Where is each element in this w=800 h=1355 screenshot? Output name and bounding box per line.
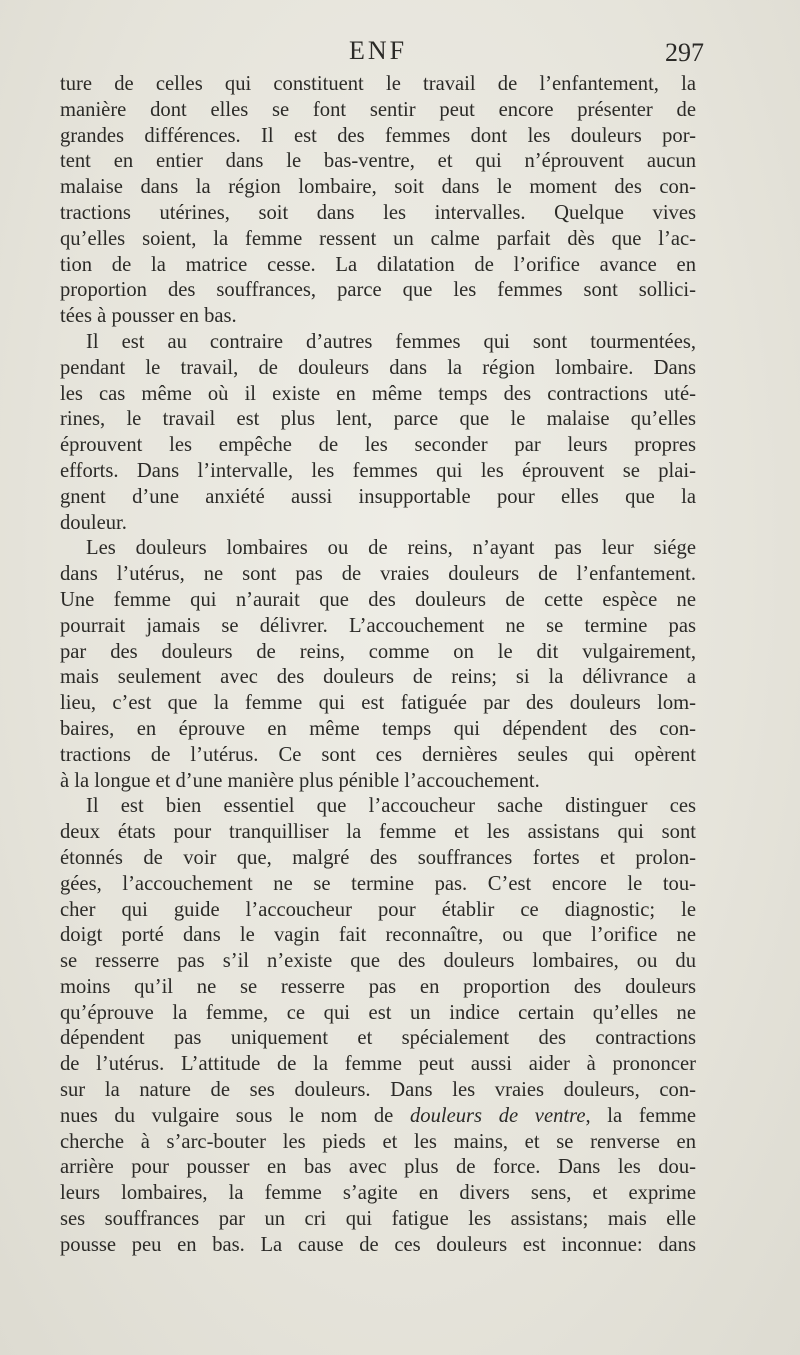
text-line: Il est au contraire d’autres femmes qui sont tourmentées, [86,330,696,353]
text-line: arrière pour pousser en bas avec plus de force. Dans les dou- [60,1156,696,1179]
text-line: tent en entier dans le bas-ventre, et qui n’éprouvent aucun [60,150,696,173]
text-line: baires, en éprouve en même temps qui dépendent des con- [60,717,696,740]
text-line: les cas même où il existe en même temps des contractions uté- [60,382,696,405]
text-line: sur la nature de ses douleurs. Dans les vraies douleurs, con- [60,1079,696,1102]
text-line: éprouvent les empêche de les seconder par leurs propres [60,434,696,457]
text-fragment: nues du vulgaire sous le nom de [60,1104,410,1127]
text-line: pourrait jamais se délivrer. L’accouchement ne se termine pas [60,614,696,637]
paragraph-1 [60,72,696,330]
text-line: qu’elles soient, la femme ressent un calme parfait dès que l’ac- [60,227,696,250]
text-line: Il est bien essentiel que l’accoucheur sache distinguer ces [86,795,696,818]
text-line: ses souffrances par un cri qui fatigue les assistans; mais elle [60,1208,696,1231]
text-line: malaise dans la région lombaire, soit dans le moment des con- [60,176,696,199]
text-line: cherche à s’arc-bouter les pieds et les mains, et se renverse en [60,1130,696,1153]
text-line: de l’utérus. L’attitude de la femme peut aussi aider à prononcer [60,1053,696,1076]
text-line: dépendent pas uniquement et spécialement des contractions [60,1027,696,1050]
text-line: deux états pour tranquilliser la femme et les assistans qui sont [60,821,696,844]
text-line: tées à pousser en bas. [60,305,237,328]
text-line: proportion des souffrances, parce que les femmes sont sollici- [60,279,696,302]
text-line: mais seulement avec des douleurs de reins; si la délivrance a [60,666,696,689]
text-line: rines, le travail est plus lent, parce que le malaise qu’elles [60,408,696,431]
text-line: Les douleurs lombaires ou de reins, n’ayant pas leur siége [86,537,696,560]
paragraph-2 [60,330,696,536]
text-line: moins qu’il ne se resserre pas en proportion des douleurs [60,975,696,998]
text-line: étonnés de voir que, malgré des souffrances fortes et prolon- [60,846,696,869]
paragraph-3 [60,536,696,794]
text-line: grandes différences. Il est des femmes dont les douleurs por- [60,124,696,147]
paragraph-4 [60,794,696,1258]
text-line: douleur. [60,511,127,534]
text-line: par des douleurs de reins, comme on le dit vulgairement, [60,640,696,663]
text-line: tractions utérines, soit dans les intervalles. Quelque vives [60,201,696,224]
text-line: leurs lombaires, la femme s’agite en divers sens, et exprime [60,1182,696,1205]
text-line-with-emphasis [60,1104,696,1130]
emphasized-term: douleurs de ventre [409,1104,586,1127]
text-line: cher qui guide l’accoucheur pour établir ce diagnostic; le [60,898,696,921]
text-line: doigt porté dans le vagin fait reconnaître, ou que l’orifice ne [60,924,696,947]
text-line: tractions de l’utérus. Ce sont ces dernières seules qui opèrent [60,743,696,766]
text-line: manière dont elles se font sentir peut encore présenter de [60,98,696,121]
page-body [60,72,696,1259]
page-number: 297 [665,38,704,67]
text-line: pendant le travail, de douleurs dans la région lombaire. Dans [60,356,696,379]
text-fragment: , la femme [585,1104,696,1127]
running-head: ENF [348,36,408,65]
text-line: tion de la matrice cesse. La dilatation de l’orifice avance en [60,253,696,276]
text-line: gées, l’accouchement ne se termine pas. C’est encore le tou- [60,872,696,895]
text-line: lieu, c’est que la femme qui est fatiguée par des douleurs lom- [60,692,696,715]
text-line: qu’éprouve la femme, ce qui est un indice certain qu’elles ne [60,1001,696,1024]
text-line: se resserre pas s’il n’existe que des douleurs lombaires, ou du [60,950,696,973]
text-line: efforts. Dans l’intervalle, les femmes qui les éprouvent se plai- [60,459,696,482]
text-line: pousse peu en bas. La cause de ces douleurs est inconnue: dans [60,1233,696,1256]
text-line: dans l’utérus, ne sont pas de vraies douleurs de l’enfantement. [60,563,696,586]
text-line: à la longue et d’une manière plus pénible l’accouchement. [60,769,540,792]
page-header [60,36,704,67]
text-line: Une femme qui n’aurait que des douleurs de cette espèce ne [60,588,696,611]
text-line: gnent d’une anxiété aussi insupportable pour elles que la [60,485,696,508]
text-line: ture de celles qui constituent le travail de l’enfantement, la [60,73,696,95]
